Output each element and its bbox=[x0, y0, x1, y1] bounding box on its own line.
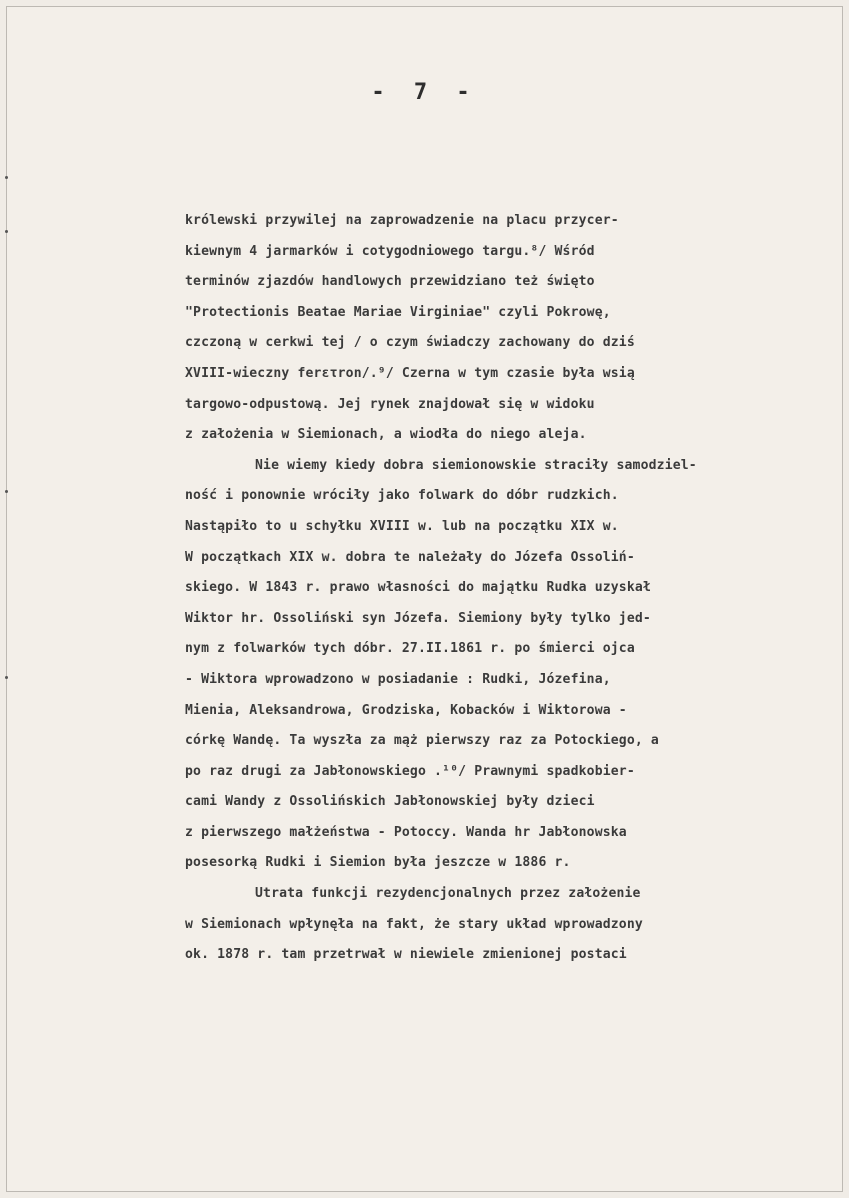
margin-dot bbox=[5, 230, 8, 233]
text-line: W początkach XIX w. dobra te należały do Józefa Ossoliń- bbox=[185, 549, 635, 565]
text-line: czczoną w cerkwi tej / o czym świadczy zachowany do dziś bbox=[185, 335, 635, 351]
margin-dot bbox=[5, 490, 8, 493]
text-line: Nie wiemy kiedy dobra siemionowskie straciły samodziel- bbox=[255, 457, 697, 473]
text-line: nym z folwarków tych dóbr. 27.II.1861 r. po śmierci ojca bbox=[185, 641, 635, 657]
text-line: Utrata funkcji rezydencjonalnych przez założenie bbox=[255, 886, 641, 902]
text-line: kiewnym 4 jarmarków i cotygodniowego targu.⁸/ Wśród bbox=[185, 243, 595, 259]
text-line: Mieniа, Aleksandrowa, Grodziska, Kobacków i Wiktorowa - bbox=[185, 702, 627, 718]
text-line: królewski przywilej na zaprowadzenie na placu przycer- bbox=[185, 213, 619, 228]
body-text bbox=[185, 206, 785, 971]
text-line: XVIII-wieczny ferετron/.⁹/ Czerna w tym czasie była wsią bbox=[185, 365, 635, 381]
text-line: targowo-odpustową. Jej rynek znajdował się w widoku bbox=[185, 396, 595, 412]
text-line: Wiktor hr. Ossoliński syn Józefa. Siemiony były tylko jed- bbox=[185, 610, 651, 626]
margin-dot bbox=[5, 176, 8, 179]
text-line: terminów zjazdów handlowych przewidziano też święto bbox=[185, 274, 595, 290]
margin-dot bbox=[5, 676, 8, 679]
text-line: - Wiktora wprowadzono w posiadanie : Rudki, Józefina, bbox=[185, 671, 611, 687]
text-line: ok. 1878 r. tam przetrwał w niewiele zmienionej postaci bbox=[185, 947, 627, 963]
page-number: - 7 - bbox=[371, 80, 478, 105]
text-line: ność i ponownie wróciły jako folwark do dóbr rudzkich. bbox=[185, 488, 619, 504]
text-line: Nastąpiło to u schyłku XVIII w. lub na początku XIX w. bbox=[185, 518, 619, 534]
text-line: z założenia w Siemionach, a wiodła do niego aleja. bbox=[185, 427, 587, 443]
text-line: skiego. W 1843 r. prawo własności do majątku Rudka uzyskał bbox=[185, 580, 651, 596]
text-line: "Protectionis Beatae Mariae Virginiae" czyli Pokrowę, bbox=[185, 304, 611, 320]
text-line: cami Wandy z Ossolińskich Jabłonowskiej były dzieci bbox=[185, 794, 595, 810]
text-line: po raz drugi za Jabłonowskiego .¹⁰/ Prawnymi spadkobier- bbox=[185, 763, 635, 779]
text-line: w Siemionach wpłynęła na fakt, że stary układ wprowadzony bbox=[185, 916, 643, 932]
text-line: z pierwszego małżeństwa - Potoccy. Wanda hr Jabłonowska bbox=[185, 824, 627, 840]
text-line: posesorką Rudki i Siemion była jeszcze w 1886 r. bbox=[185, 855, 571, 871]
text-line: córkę Wandę. Ta wyszła za mąż pierwszy raz za Potockiego, a bbox=[185, 733, 659, 749]
